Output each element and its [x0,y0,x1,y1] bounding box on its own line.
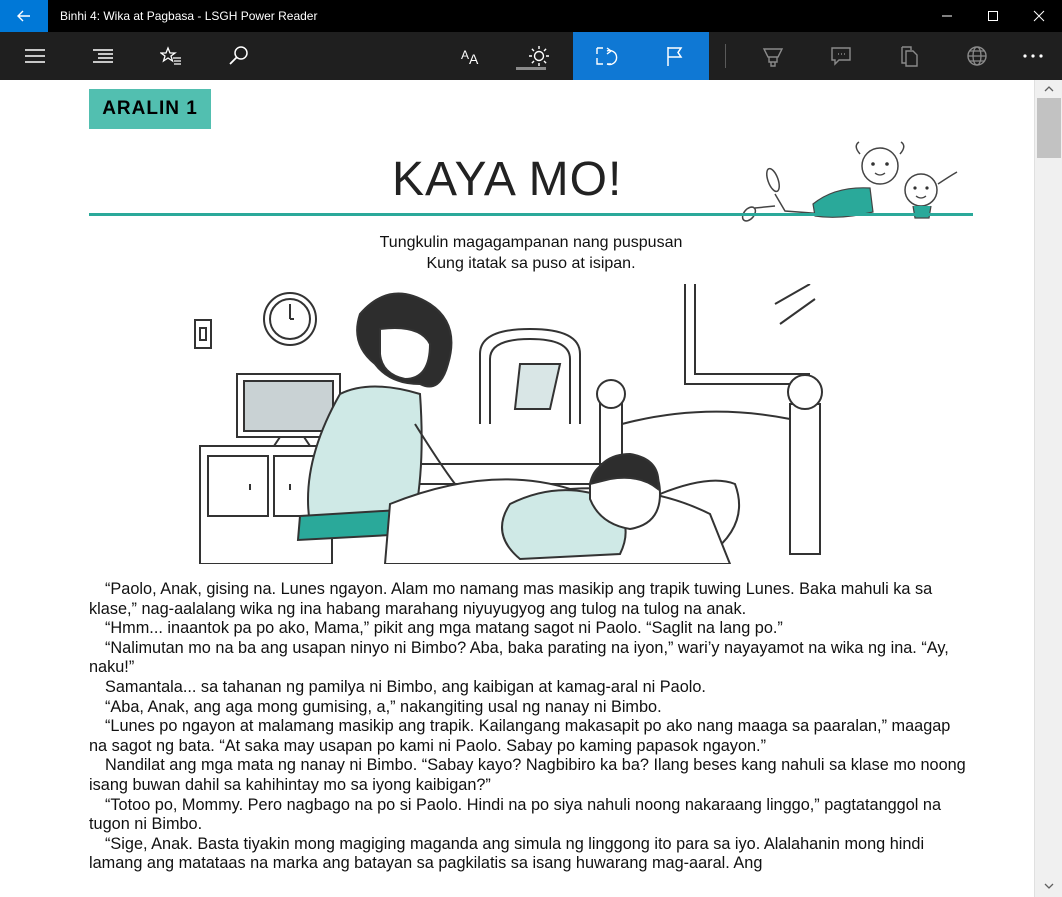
comment-icon [830,45,852,67]
flag-button[interactable] [641,32,709,80]
title-bar [0,0,1062,32]
title-underline [89,213,973,216]
story-paragraph: “Sige, Anak. Basta tiyakin mong magiging maganda ang simula ng linggong ito para sa iyo. Alalahanin mong hindi lamang ang matataas na marka ang batayan sa pagkilatis sa isang huwarang mag-aaral. Ang [89,834,925,873]
window-title: Binhi 4: Wika at Pagbasa - LSGH Power Reader [60,9,318,23]
maximize-icon [987,10,999,22]
minimize-button[interactable] [924,0,970,32]
table-of-contents-icon [92,48,114,64]
minimize-icon [941,10,953,22]
brightness-button[interactable] [505,32,573,80]
story-title: KAYA MO! [392,153,623,206]
menu-icon [24,48,46,64]
story-paragraph: Nandilat ang mga mata ng nanay ni Bimbo. “Sabay kayo? Nagbibiro ka ba? Ilang beses kang nahuli sa klase mo noong isang buwan dahil sa kahihintay mo sa iyong kaibigan?” [89,756,966,794]
story-paragraph: Samantala... sa tahanan ng pamilya ni Bimbo, ang kaibigan at kamag-aral ni Paolo. [105,677,706,696]
bookmarks-icon [160,46,182,66]
comment-button[interactable] [807,32,875,80]
story-paragraph: “Hmm... inaantok pa po ako, Mama,” pikit ang mga matang sagot ni Paolo. “Saglit na lang po.” [105,619,783,638]
brightness-icon [528,45,550,67]
story-paragraph: “Lunes po ngayon at malamang masikip ang trapik. Kailangang makasapit po ako nang maaga sa paaralan,” maagap na sagot ng bata. “At saka may usapan po kami ni Paolo. Sabay po kaming papasok ngayon.” [89,717,951,755]
story-paragraph: “Nalimutan mo na ba ang usapan ninyo ni Bimbo? Aba, baka parating na iyon,” wari’y nayayamot na wika ng ina. “Ay, naku!” [89,638,949,677]
reader-toolbar [0,32,1062,80]
back-button[interactable] [0,0,48,32]
svg-text:A: A [469,51,479,65]
search-button[interactable] [205,32,273,80]
back-arrow-icon [16,8,32,24]
more-button[interactable] [1003,32,1062,80]
highlight-button[interactable] [739,32,807,80]
lesson-poem [300,232,762,274]
more-icon [1022,53,1044,59]
close-icon [1033,10,1045,22]
poem-line-2: Kung itatak sa puso at isipan. [426,255,636,272]
text-size-icon [460,47,482,65]
search-icon [228,45,250,67]
fit-page-button[interactable] [573,32,641,80]
lesson-label: ARALIN 1 [89,89,211,129]
flag-icon [665,45,685,67]
bookmarks-button[interactable] [137,32,205,80]
maximize-button[interactable] [970,0,1016,32]
fit-page-icon [595,45,619,67]
story-text [89,580,969,874]
globe-button[interactable] [943,32,1011,80]
globe-icon [966,45,988,67]
scroll-up-icon[interactable] [1044,85,1054,93]
story-paragraph: “Totoo po, Mommy. Pero nagbago na po si Paolo. Hindi na po siya nahuli noong nakaraang linggo,” pagtatanggol na tugon ni Bimbo. [89,795,942,834]
scrollbar-thumb[interactable] [1037,98,1061,158]
story-paragraph: “Aba, Anak, ang aga mong gumising, a,” nakangiting usal ng nanay ni Bimbo. [105,697,662,716]
bedroom-illustration [190,284,830,564]
highlight-icon [762,45,784,67]
copy-icon [898,45,920,67]
menu-button[interactable] [1,32,69,80]
scroll-down-icon[interactable] [1044,882,1054,890]
story-paragraph: “Paolo, Anak, gising na. Lunes ngayon. Alam mo namang mas masikip ang trapik tuwing Lunes. Baka mahuli ka sa klase,” nag-aalalang wika ng ina habang marahang niyuyugyog ang tulog na tulog na anak. [89,580,933,618]
poem-line-1: Tungkulin magagampanan nang puspusan [379,234,683,251]
svg-text:A: A [461,48,470,62]
table-of-contents-button[interactable] [69,32,137,80]
toolbar-separator [725,44,726,68]
text-size-button[interactable] [437,32,505,80]
vertical-scrollbar[interactable] [1034,80,1062,897]
close-button[interactable] [1016,0,1062,32]
book-page [0,80,1034,897]
copy-button[interactable] [875,32,943,80]
